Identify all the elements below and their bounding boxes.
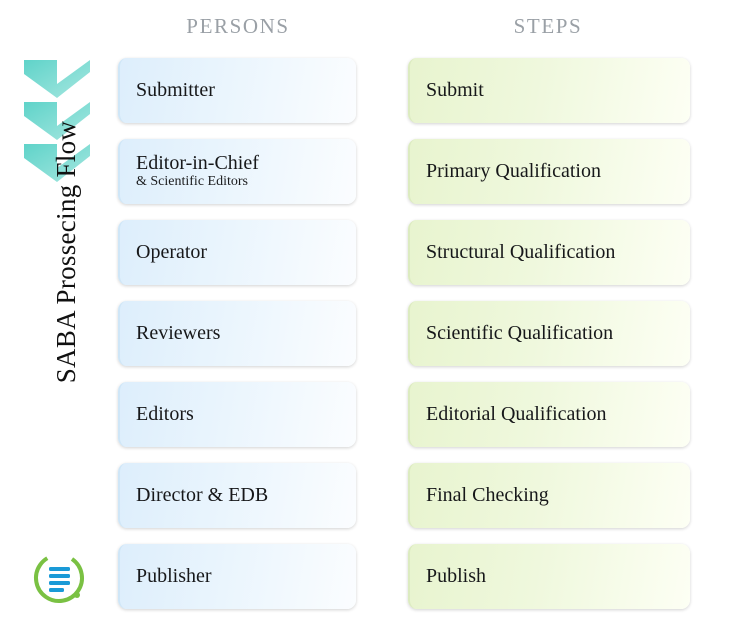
step-card[interactable] <box>408 58 690 123</box>
step-label: Final Checking <box>426 484 549 506</box>
left-rail <box>0 0 112 643</box>
step-label: Editorial Qualification <box>426 403 607 425</box>
step-card[interactable] <box>408 301 690 366</box>
step-label: Primary Qualification <box>426 160 601 182</box>
column-header-persons: PERSONS <box>186 14 290 38</box>
step-card[interactable] <box>408 463 690 528</box>
step-card[interactable] <box>408 220 690 285</box>
person-sublabel: & Scientific Editors <box>136 174 248 190</box>
persons-column <box>118 58 356 625</box>
person-card[interactable] <box>118 382 356 447</box>
person-card[interactable] <box>118 301 356 366</box>
person-label: Submitter <box>136 79 215 101</box>
step-label: Submit <box>426 79 484 101</box>
step-label: Publish <box>426 565 487 587</box>
column-header-steps: STEPS <box>513 14 583 38</box>
step-card[interactable] <box>408 382 690 447</box>
person-card[interactable] <box>118 58 356 123</box>
person-card[interactable] <box>118 463 356 528</box>
person-card[interactable] <box>118 139 356 204</box>
step-label: Structural Qualification <box>426 241 616 263</box>
steps-column <box>408 58 690 625</box>
step-card[interactable] <box>408 544 690 609</box>
saba-journal-logo-icon <box>32 549 90 607</box>
person-label: Publisher <box>136 565 212 587</box>
person-label: Editor-in-Chief <box>136 152 259 175</box>
person-label: Reviewers <box>136 322 221 344</box>
step-label: Scientific Qualification <box>426 322 614 344</box>
person-label: Operator <box>136 241 208 263</box>
chevron-down-icon <box>24 60 90 98</box>
step-card[interactable] <box>408 139 690 204</box>
person-label: Editors <box>136 403 194 425</box>
diagram-vertical-title: SABA Prossecing Flow <box>51 120 81 384</box>
person-label: Director & EDB <box>136 484 269 506</box>
person-card[interactable] <box>118 544 356 609</box>
person-card[interactable] <box>118 220 356 285</box>
